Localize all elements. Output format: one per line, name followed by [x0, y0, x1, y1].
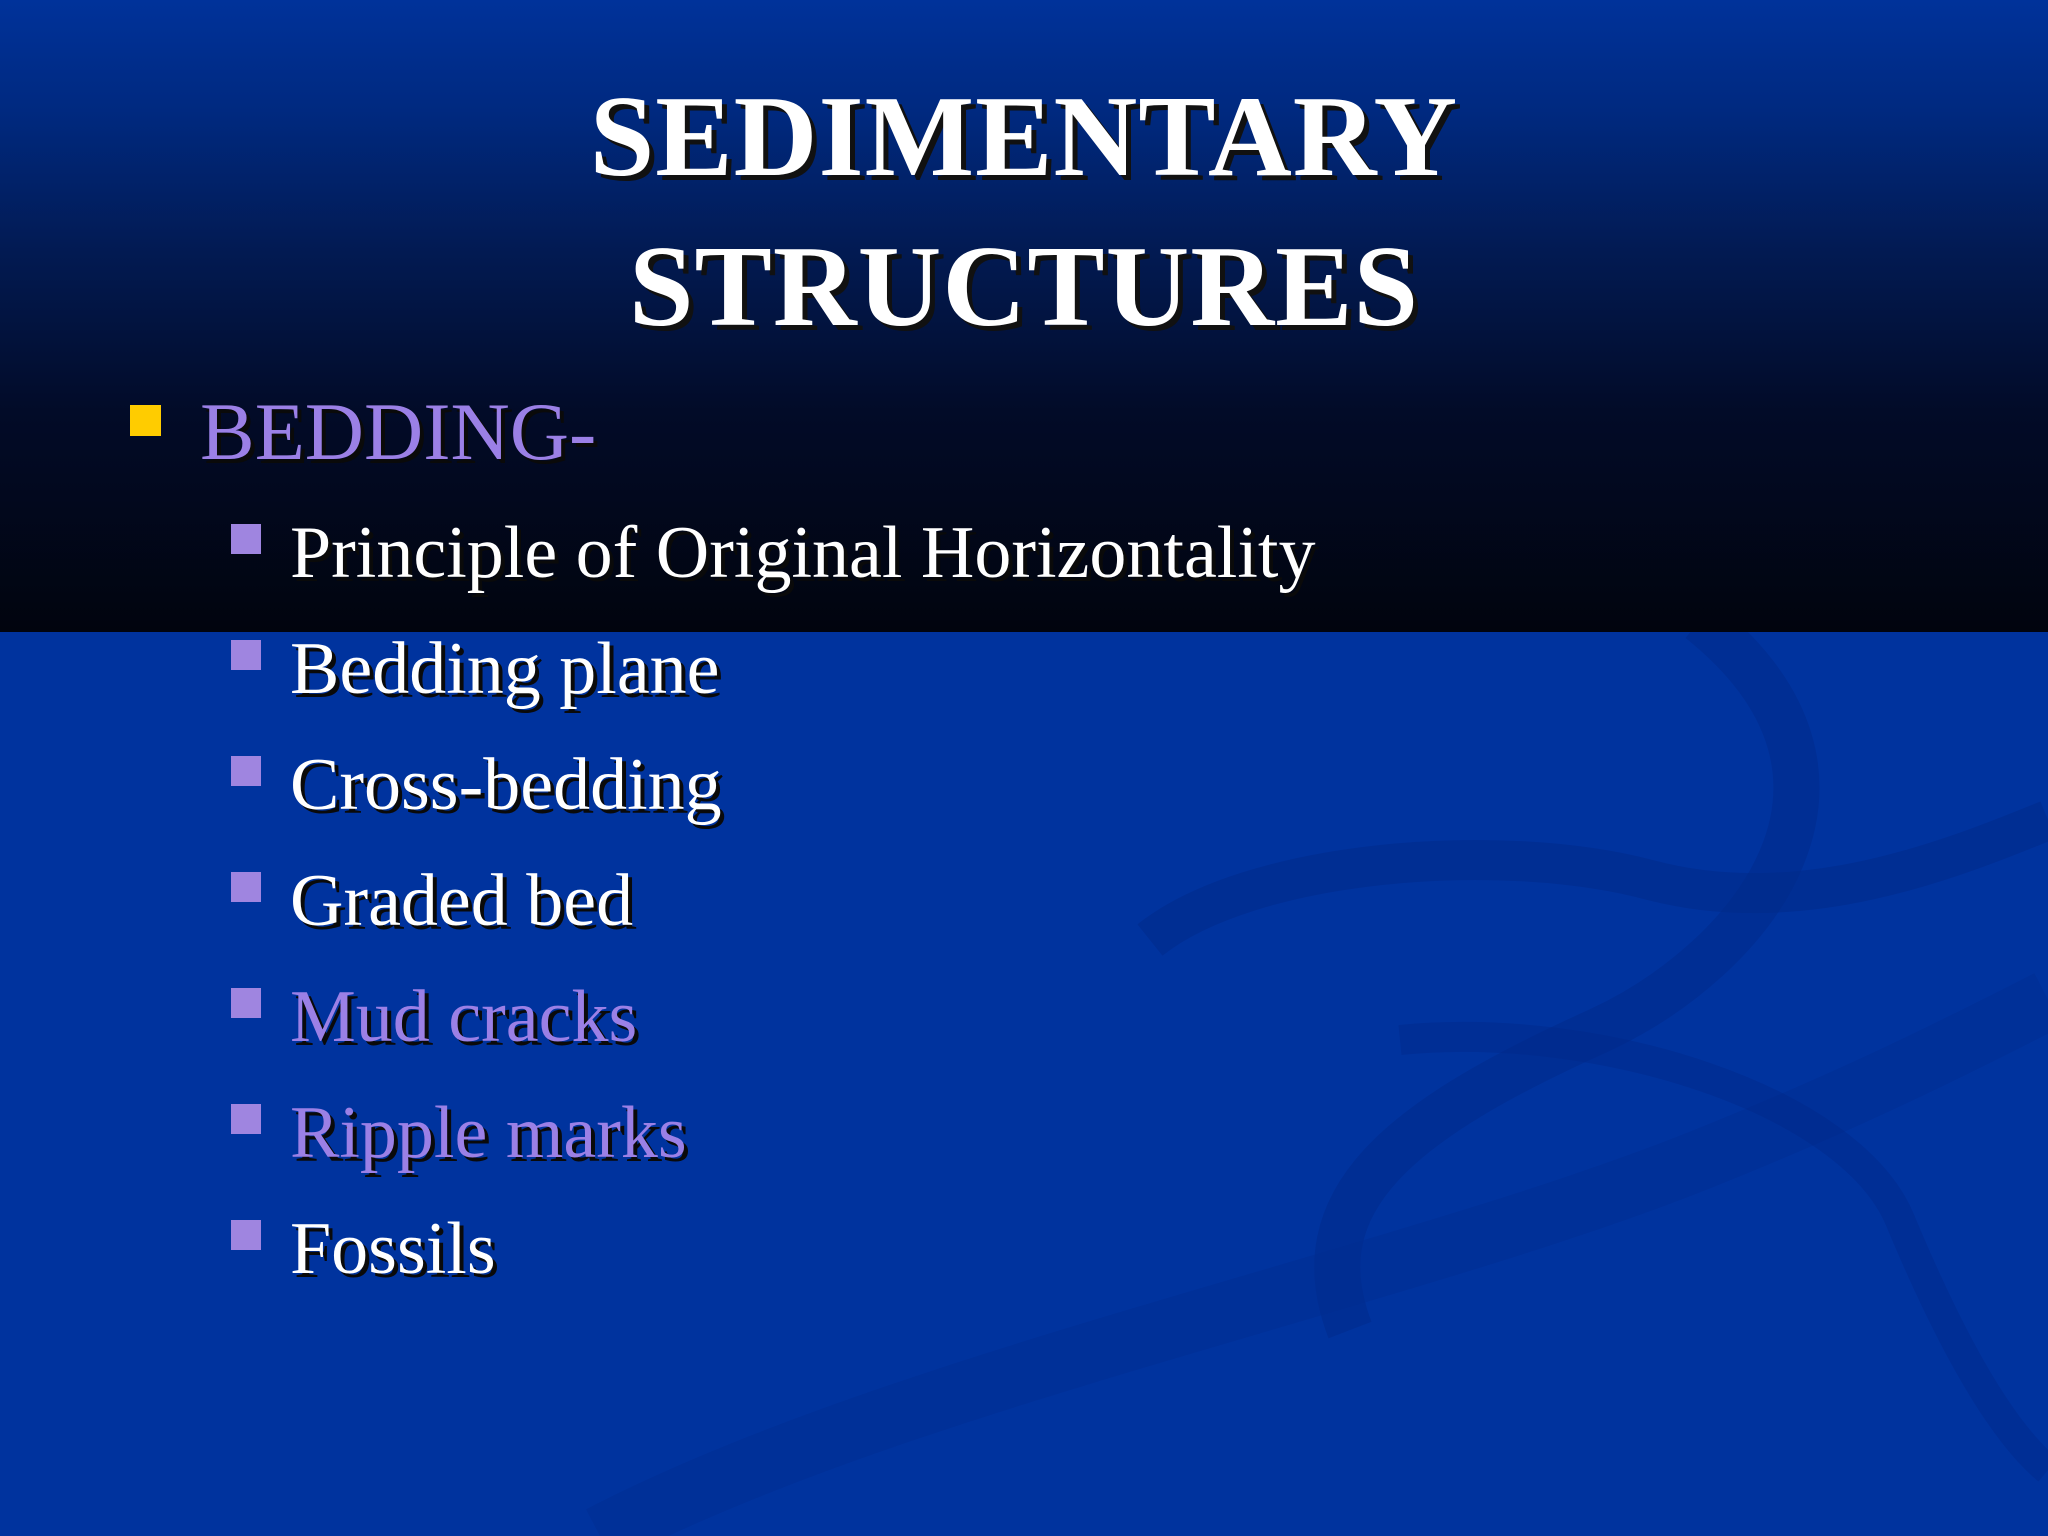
sub-bullet-label: Principle of Original Horizontality: [290, 512, 1316, 594]
sub-bullet-label: Fossils: [290, 1208, 496, 1290]
sub-bullet-marker: [231, 1104, 261, 1134]
sub-bullet-marker: [231, 1220, 261, 1250]
sub-bullet-label: Mud cracks: [290, 976, 638, 1058]
slide-title: [0, 62, 2048, 362]
main-bullet-label: BEDDING-: [200, 386, 597, 477]
main-bullet-marker: [130, 405, 161, 436]
sub-bullet-marker: [231, 988, 261, 1018]
sub-bullet-marker: [231, 756, 261, 786]
sub-bullet-label: Graded bed: [290, 860, 634, 942]
slide-title-line-2: STRUCTURES: [629, 223, 1419, 351]
sub-bullet-marker: [231, 872, 261, 902]
sub-bullet-label: Cross-bedding: [290, 744, 722, 826]
sub-bullet-marker: [231, 640, 261, 670]
sub-bullet-label: Ripple marks: [290, 1092, 687, 1174]
sub-bullet-label: Bedding plane: [290, 628, 720, 710]
sub-bullet-marker: [231, 524, 261, 554]
slide-title-line-1: SEDIMENTARY: [589, 73, 1459, 201]
